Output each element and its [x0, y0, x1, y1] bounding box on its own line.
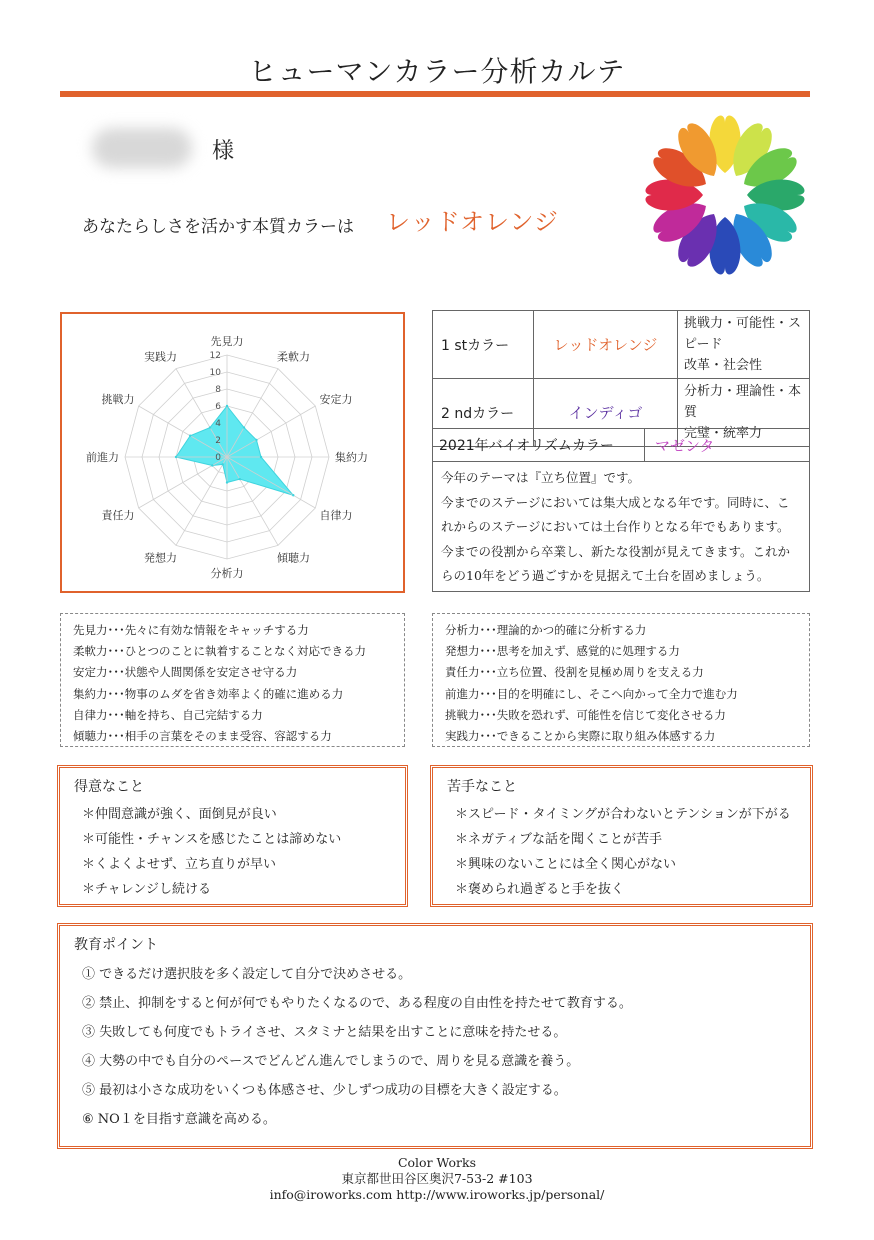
radar-point — [239, 478, 241, 480]
radar-axis-label: 先見力 — [210, 335, 244, 348]
strengths-title: 得意なこと — [74, 779, 144, 795]
weaknesses-title: 苦手なこと — [447, 779, 517, 795]
biorhythm-header — [432, 428, 810, 462]
radar-spoke — [176, 457, 227, 545]
radar-axis-label: 安定力 — [319, 393, 353, 406]
biorhythm-description: 今年のテーマは『立ち位置』です。 今までのステージにおいては集大成となる年です。同時に、こ れからのステージにおいては土台作りとなる年でもあります。 今までの役割から卒業し、新たな役割が見えてきます。これか らの10年をどう過ごすかを見据えて土台を固めましょう。 — [432, 462, 810, 592]
ability-legend-left — [60, 613, 405, 747]
radar-tick-label: 2 — [215, 436, 221, 446]
radar-axis-label: 柔軟力 — [277, 350, 310, 364]
list-item: ② 禁止、抑制をすると何が何でもやりたくなるので、ある程度の自由性を持たせて教育する。 — [82, 996, 632, 1011]
legend-item: 安定力･･･状態や人間関係を安定させ守る力 — [73, 665, 298, 680]
radar-point — [260, 456, 262, 458]
legend-item: 前進力･･･目的を明確にし、そこへ向かって全力で進む力 — [445, 686, 738, 701]
radar-point — [209, 426, 211, 428]
honorific: 様 — [212, 139, 235, 164]
list-item: ④ 大勢の中でも自分のペースでどんどん進んでしまうので、周りを見る意識を養う。 — [82, 1054, 580, 1069]
list-item: ＊可能性・チャンスを感じたことは諦めない — [82, 832, 342, 847]
radar-tick-label: 12 — [209, 351, 221, 361]
list-item: ＊スピード・タイミングが合わないとテンションが下がる — [455, 807, 791, 822]
radar-axis-label: 発想力 — [144, 551, 177, 565]
title-underline — [60, 91, 810, 97]
legend-item: 挑戦力･･･失敗を恐れず、可能性を信じて変化させる力 — [445, 707, 726, 722]
radar-axis-label: 責任力 — [101, 509, 135, 522]
ability-legend-right — [432, 613, 810, 747]
list-item: ＊仲間意識が強く、面倒見が良い — [82, 807, 277, 822]
radar-axis-label: 前進力 — [86, 451, 119, 464]
radar-tick-label: 0 — [215, 453, 221, 463]
radar-point — [222, 463, 224, 465]
core-color-name: レッドオレンジ — [386, 208, 559, 236]
radar-point — [255, 439, 257, 441]
radar-point — [292, 494, 294, 496]
list-item: ＊褒められ過ぎると手を抜く — [455, 882, 625, 897]
biorhythm-label: 2021年バイオリズムカラー — [433, 429, 645, 461]
client-name-blurred — [92, 128, 192, 168]
color-row-label: 2 ndカラー — [433, 379, 534, 447]
list-item: ＊興味のないことには全く関心がない — [455, 857, 677, 872]
radar-series-area — [176, 406, 293, 495]
color-row-traits: 分析力・理論性・本質 完璧・統率力 — [678, 379, 810, 447]
footer-address: 東京都世田谷区奥沢7-53-2 #103 — [341, 1171, 533, 1186]
radar-axis-label: 傾聴力 — [277, 551, 310, 565]
education-points-box — [57, 923, 813, 1149]
color-row-traits: 挑戦力・可能性・スピード 改革・社会性 — [678, 311, 810, 379]
education-title: 教育ポイント — [74, 937, 158, 953]
list-item: ① できるだけ選択肢を多く設定して自分で決めさせる。 — [82, 967, 412, 982]
legend-item: 柔軟力･･･ひとつのことに執着することなく対応できる力 — [73, 644, 367, 659]
intro-text: あなたらしさを活かす本質カラーは — [82, 217, 354, 237]
weaknesses-box — [430, 765, 813, 907]
radar-axis-label: 分析力 — [210, 567, 244, 580]
list-item: ＊くよくよせず、立ち直りが早い — [82, 857, 276, 872]
radar-axis-label: 実践力 — [144, 350, 177, 364]
color-table — [432, 310, 810, 447]
radar-axis-label: 集約力 — [335, 451, 368, 464]
color-row-1st — [433, 311, 810, 379]
strengths-box — [57, 765, 408, 907]
radar-point — [226, 481, 228, 483]
color-row-label: 1 stカラー — [433, 311, 534, 379]
legend-item: 発想力･･･思考を加えず、感覚的に処理する力 — [445, 644, 680, 659]
radar-point — [226, 405, 228, 407]
radar-spoke — [227, 457, 315, 508]
radar-spoke — [139, 457, 227, 508]
radar-axis-label: 挑戦力 — [101, 393, 135, 406]
color-row-value: インディゴ — [534, 379, 678, 447]
radar-tick-label: 4 — [215, 419, 221, 429]
legend-item: 自律力･･･軸を持ち、自己完結する力 — [73, 707, 263, 722]
footer — [0, 1155, 874, 1203]
page-title: ヒューマンカラー分析カルテ — [248, 55, 626, 88]
legend-item: 先見力･･･先々に有効な情報をキャッチする力 — [73, 623, 309, 637]
radar-chart — [60, 312, 405, 593]
radar-tick-label: 10 — [209, 368, 221, 378]
legend-item: 集約力･･･物事のムダを省き効率よく的確に進める力 — [73, 686, 344, 701]
list-item: ⑤ 最初は小さな成功をいくつも体感させ、少しずつ成功の目標を大きく設定する。 — [82, 1083, 567, 1098]
radar-axis-label: 自律力 — [319, 509, 353, 522]
radar-point — [211, 464, 213, 466]
radar-point — [175, 456, 177, 458]
footer-contact[interactable]: info@iroworks.com http://www.iroworks.jp/personal/ — [269, 1187, 605, 1202]
radar-tick-label: 6 — [215, 402, 221, 412]
color-wheel-flower-icon — [640, 110, 810, 280]
radar-point — [243, 426, 245, 428]
legend-item: 責任力･･･立ち位置、役割を見極め周りを支える力 — [445, 665, 704, 680]
legend-item: 傾聴力･･･相手の言葉をそのまま受容、容認する力 — [73, 729, 332, 744]
list-item: ＊ネガティブな話を聞くことが苦手 — [455, 832, 662, 847]
footer-company: Color Works — [397, 1155, 477, 1170]
radar-point — [189, 435, 191, 437]
radar-tick-label: 8 — [215, 385, 221, 395]
list-item: ＊チャレンジし続ける — [82, 882, 211, 897]
color-row-value: レッドオレンジ — [534, 311, 678, 379]
list-item: ⑥ NO１を目指す意識を高める。 — [82, 1112, 276, 1127]
biorhythm-color: マゼンタ — [655, 436, 715, 455]
legend-item: 実践力･･･できることから実際に取り組み体感する力 — [445, 729, 716, 744]
legend-item: 分析力･･･理論的かつ的確に分析する力 — [445, 623, 647, 637]
list-item: ③ 失敗しても何度でもトライさせ、スタミナと結果を出すことに意味を持たせる。 — [82, 1025, 567, 1040]
